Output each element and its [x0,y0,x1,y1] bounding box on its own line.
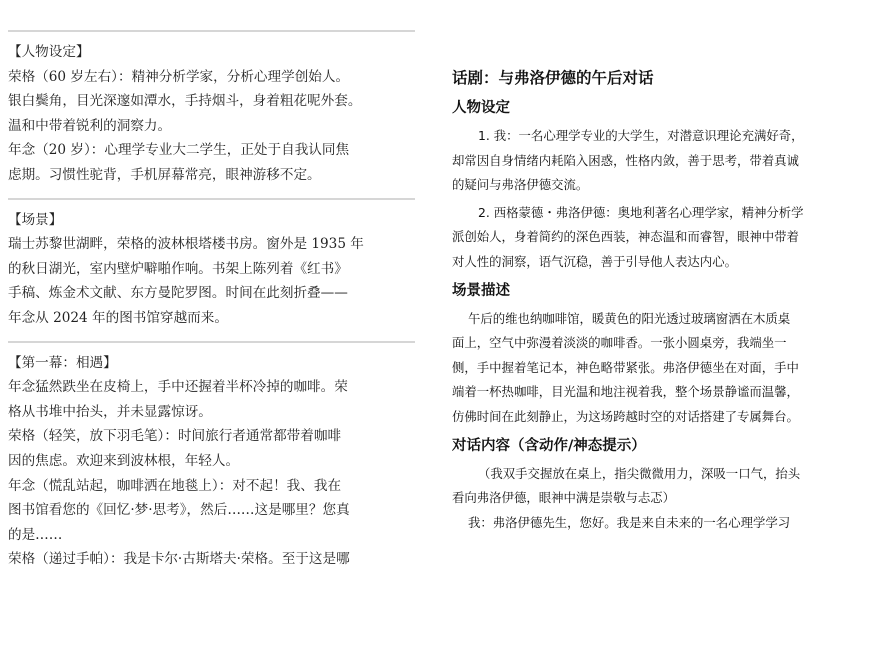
left-act1-line: 图书馆看您的《回忆·梦·思考》，然后……这是哪里？您真 [8,502,350,519]
scene-line: 仿佛时间在此刻静止，为这场跨越时空的对话搭建了专属舞台。 [452,408,799,424]
left-characters-line: 年念（20 岁）：心理学专业大二学生，正处于自我认同焦 [8,142,350,159]
dialogue-line: 看向弗洛伊德，眼神中满是崇敬与忐忑） [452,490,676,506]
left-scene-line: 手稿、炼金术文献、东方曼陀罗图。时间在此刻折叠—— [8,285,348,302]
scene-line: 午后的维也纳咖啡馆，暖黄色的阳光透过玻璃窗洒在木质桌 [468,310,791,326]
dialogue-line: （我双手交握放在桌上，指尖微微用力，深吸一口气，抬头 [478,465,801,481]
scene-line: 面上，空气中弥漫着淡淡的咖啡香。一张小圆桌旁，我端坐一 [452,335,787,351]
left-act1-line: 年念（慌乱站起，咖啡洒在地毯上）：对不起！我、我在 [8,477,342,494]
left-act1-line: 的是…… [8,526,63,543]
left-characters-line: 虑期。习惯性驼背，手机屏幕常亮，眼神游移不定。 [8,166,321,183]
character-line: 2. 西格蒙德・弗洛伊德：奥地利著名心理学家，精神分析学 [478,204,804,220]
scene-line: 侧，手中握着笔记本，神色略带紧张。弗洛伊德坐在对面，手中 [452,359,799,375]
left-act1-line: 荣格（递过手帕）：我是卡尔·古斯塔夫·荣格。至于这是哪 [8,551,350,568]
characters-heading: 人物设定 [452,100,510,116]
character-line: 1. 我：一名心理学专业的大学生，对潜意识理论充满好奇， [478,128,804,143]
section-divider [8,198,415,200]
left-scene-heading: 【场景】 [8,211,63,228]
left-act1-line: 格从书堆中抬头，并未显露惊讶。 [8,403,212,420]
dialogue-line: 我：弗洛伊德先生，您好。我是来自未来的一名心理学学习 [468,514,791,530]
left-scene-line: 瑞士苏黎世湖畔，荣格的波林根塔楼书房。窗外是 1935 年 [8,236,364,253]
scene-paragraph [452,307,860,430]
right-document [452,64,860,538]
left-act1-line: 因的焦虑。欢迎来到波林根，年轻人。 [8,452,240,469]
left-act1-heading: 【第一幕：相遇】 [8,354,117,371]
play-title: 话剧：与弗洛伊德的午后对话 [452,69,654,87]
left-scene-line: 的秋日湖光，室内壁炉噼啪作响。书架上陈列着《红书》 [8,260,348,277]
character-line: 派创始人，身着简约的深色西装，神态温和而睿智，眼神中带着 [452,229,799,245]
dialogue-paragraph [452,462,860,536]
character-entry-1 [452,124,860,198]
left-act1-line: 荣格（轻笑，放下羽毛笔）：时间旅行者通常都带着咖啡 [8,428,342,445]
character-line: 却常因自身情绪内耗陷入困惑，性格内敛，善于思考，带着真诚 [452,152,799,168]
left-act1-line: 年念猛然跌坐在皮椅上，手中还握着半杯冷掉的咖啡。荣 [8,379,348,396]
left-characters-section [8,40,415,188]
character-line: 对人性的洞察，语气沉稳，善于引导他人表达内心。 [452,253,737,269]
scene-line: 端着一杯热咖啡，目光温和地注视着我，整个场景静谧而温馨， [452,384,799,400]
left-characters-heading: 【人物设定】 [8,44,90,60]
section-divider [8,341,415,343]
left-characters-line: 银白鬓角，目光深邃如潭水，手持烟斗，身着粗花呢外套。 [8,93,362,110]
section-divider [8,30,415,32]
character-line: 的疑问与弗洛伊德交流。 [452,177,589,193]
scene-heading: 场景描述 [452,282,510,299]
dialogue-heading: 对话内容（含动作/神态提示） [452,437,646,454]
left-characters-line: 温和中带着锐利的洞察力。 [8,117,172,134]
left-document [8,30,415,572]
left-characters-line: 荣格（60 岁左右）：精神分析学家，分析心理学创始人。 [8,68,350,85]
left-act1-section [8,351,415,572]
left-scene-section [8,208,415,331]
left-scene-line: 年念从 2024 年的图书馆穿越而来。 [8,309,228,326]
character-entry-2 [452,201,860,275]
